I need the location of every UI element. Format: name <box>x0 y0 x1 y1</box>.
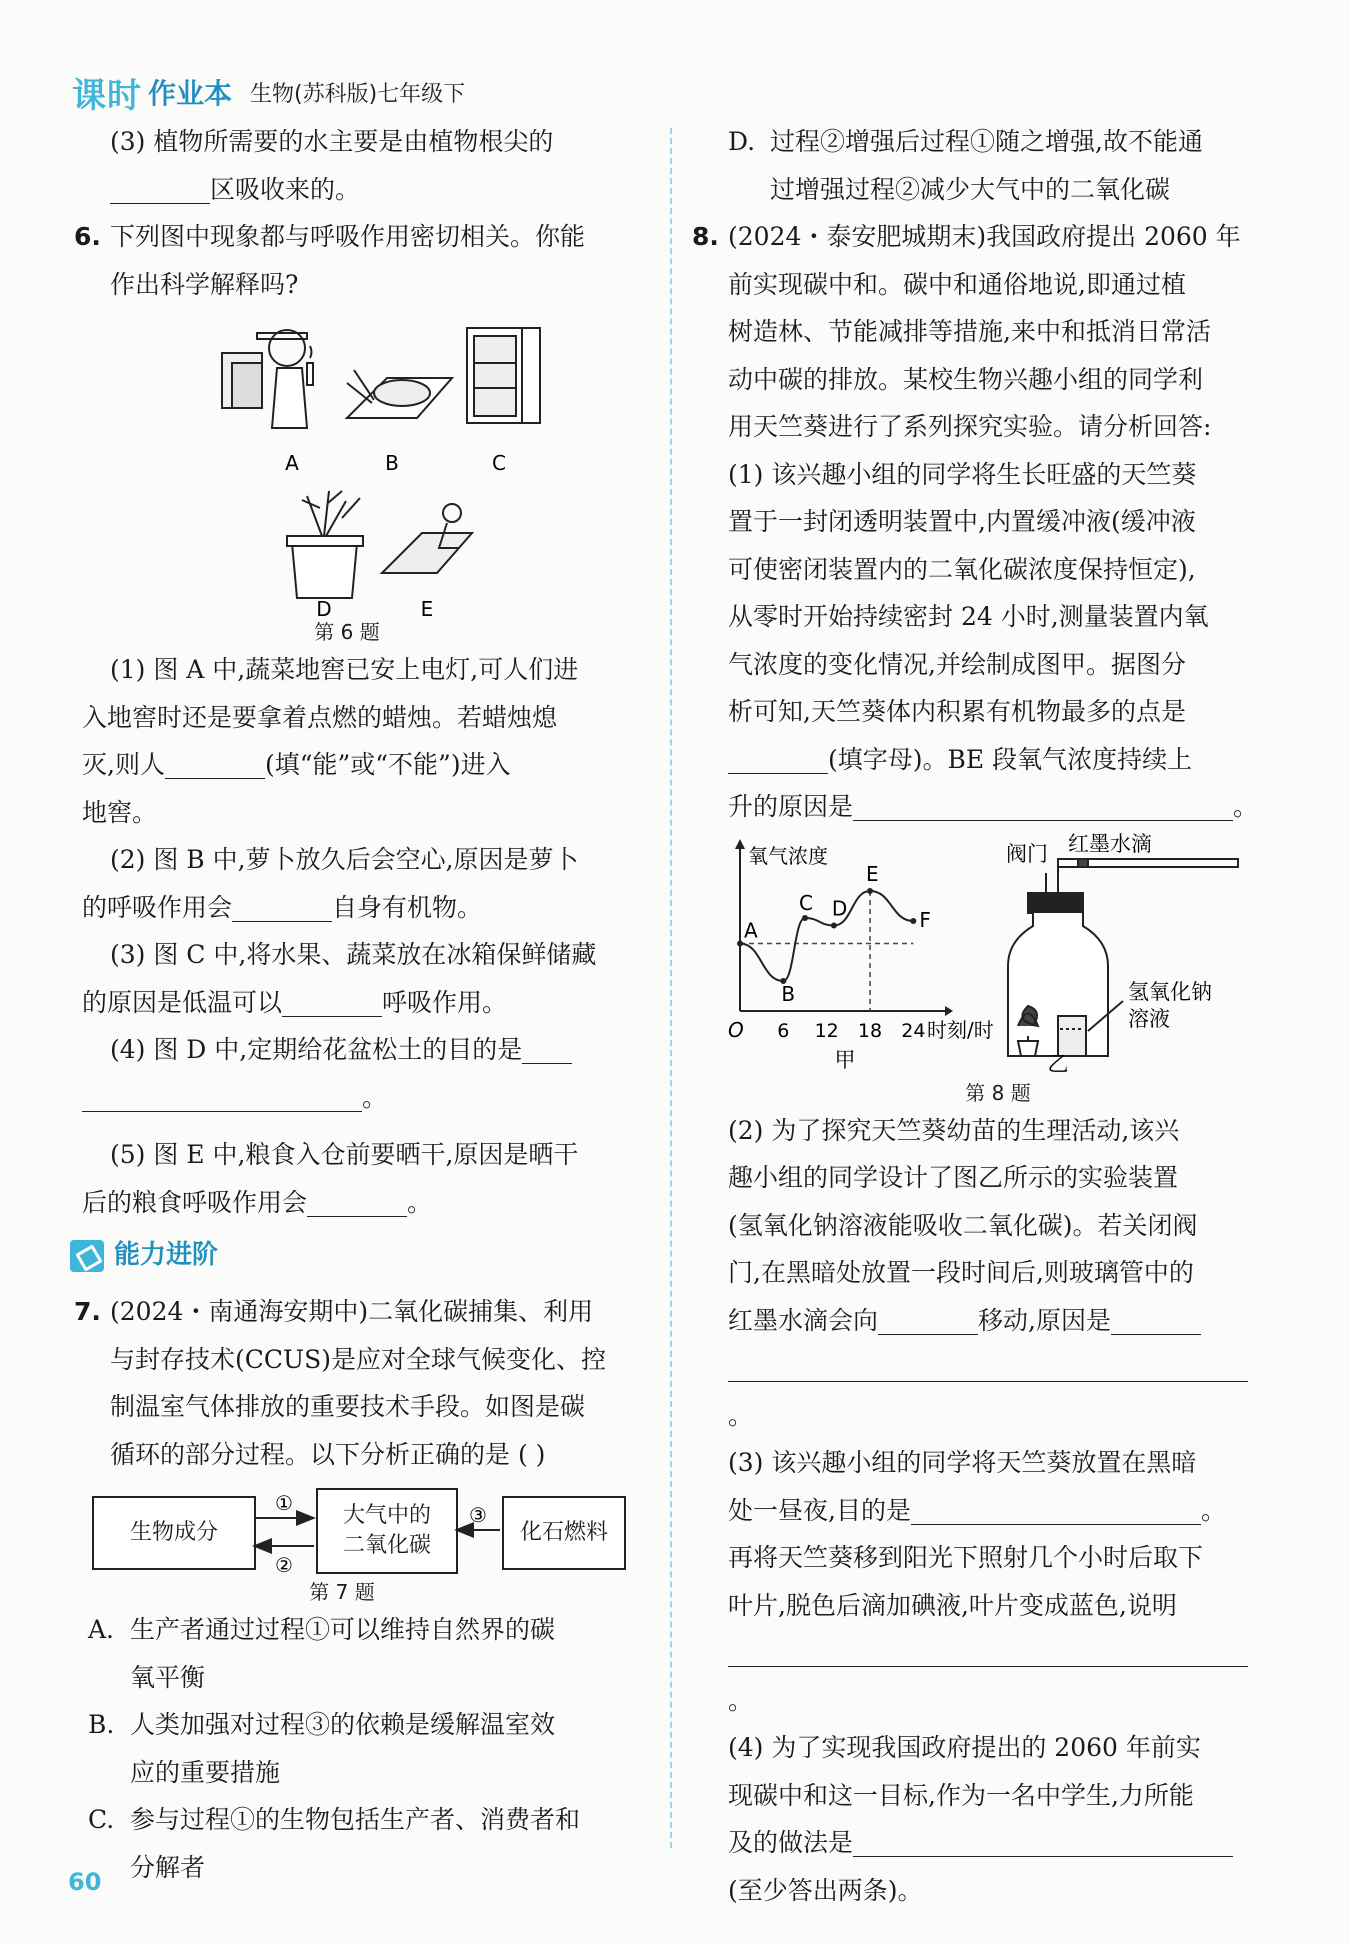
point-label-e: E <box>866 861 879 886</box>
option-text: 应的重要措施 <box>130 1757 281 1787</box>
label-solution: 溶液 <box>1128 1006 1170 1031</box>
naoh-container <box>1058 1016 1086 1056</box>
answer-blank[interactable] <box>522 1033 572 1064</box>
option-d[interactable] <box>728 118 1268 213</box>
option-text: 过增强过程②减少大气中的二氧化碳 <box>770 174 1171 204</box>
q8-2-line: 。 <box>728 1344 1268 1439</box>
figure-7-arrows <box>92 1488 632 1578</box>
option-label: A. <box>88 1615 115 1644</box>
question-stem: 用天竺葵进行了系列探究实验。请分析回答: <box>728 412 1212 441</box>
q8-2-line: 趣小组的同学设计了图乙所示的实验装置 <box>728 1163 1179 1192</box>
question-number: 8. <box>692 222 719 251</box>
q8-3-line: (3) 该兴趣小组的同学将天竺葵放置在黑暗 <box>728 1448 1197 1477</box>
pencil-icon <box>70 1240 104 1272</box>
answer-blank[interactable] <box>878 1304 978 1335</box>
q8-2-line: 红墨水滴会向 移动,原因是 <box>728 1297 1268 1345</box>
data-point-f <box>910 918 916 924</box>
red-ink-drop <box>1078 859 1088 867</box>
q8-2-line: (氢氧化钠溶液能吸收二氧化碳)。若关闭阀 <box>728 1210 1198 1240</box>
section-header <box>70 1232 642 1280</box>
question-number: 7. <box>74 1297 101 1326</box>
q8-1-line: 气浓度的变化情况,并绘制成图甲。据图分 <box>728 649 1186 679</box>
figure-8 <box>728 831 1268 1081</box>
brand-logo-part2: 作业本 <box>148 77 233 110</box>
figure-6a-illustration <box>222 330 313 428</box>
figure-6-label-d: D <box>316 597 332 621</box>
q8-4-line: 及的做法是 <box>728 1819 1268 1867</box>
q6-1-line: 灭,则人 (填“能”或“不能”)进入 <box>82 750 511 779</box>
q8-3-line: 处一昼夜,目的是 。 <box>728 1495 1226 1525</box>
option-text: 生产者通过过程①可以维持自然界的碳 <box>130 1615 556 1644</box>
question-number: 6. <box>74 222 101 251</box>
q8-1-line: (1) 该兴趣小组的同学将生长旺盛的天竺葵 <box>728 459 1197 489</box>
origin-label: O <box>728 1017 744 1042</box>
y-axis-arrow <box>735 839 745 849</box>
question-stem: 树造林、节能减排等措施,来中和抵消日常活 <box>728 317 1211 346</box>
oxygen-curve <box>740 891 913 981</box>
figure-7-carbon-cycle <box>92 1488 632 1578</box>
option-b[interactable] <box>88 1701 642 1796</box>
option-c[interactable] <box>88 1796 642 1891</box>
answer-blank[interactable] <box>728 743 828 774</box>
answer-blank[interactable] <box>1111 1304 1201 1335</box>
question-stem: (2024・泰安肥城期末)我国政府提出 2060 年 <box>728 222 1241 251</box>
question-stem: 作出科学解释吗? <box>110 269 299 299</box>
process-2-label: ② <box>275 1553 293 1577</box>
q6-1-line: 地窖。 <box>82 797 158 827</box>
figure-6-label-b: B <box>385 451 399 475</box>
q8-1-line: (填字母)。BE 段氧气浓度持续上 <box>728 736 1268 784</box>
right-column <box>692 118 1268 1914</box>
page-number: 60 <box>68 1868 102 1896</box>
q6-5-line: (5) 图 E 中,粮食入仓前要晒干,原因是晒干 <box>110 1140 579 1169</box>
answer-blank[interactable] <box>232 891 332 922</box>
point-label-a: A <box>744 918 758 942</box>
label-naoh: 氢氧化钠 <box>1128 979 1212 1004</box>
label-valve: 阀门 <box>1006 841 1048 866</box>
q8-1-line: 可使密闭装置内的二氧化碳浓度保持恒定), <box>728 554 1196 584</box>
point-label-f: F <box>919 907 931 932</box>
data-point-d <box>831 922 837 928</box>
process-1-label: ① <box>275 1491 293 1515</box>
box-biological-component: 生物成分 <box>92 1496 256 1570</box>
q6-3-line: 的原因是低温可以 呼吸作用。 <box>82 987 508 1017</box>
answer-blank[interactable] <box>911 1494 1201 1525</box>
brand-logo-part1: 课时 <box>72 75 142 116</box>
x-tick-label: 24 <box>901 1019 926 1042</box>
q8-3-line: 再将天竺葵移到阳光下照射几个小时后取下 <box>728 1543 1204 1572</box>
q8-3-line: 。 <box>728 1629 1268 1724</box>
label-red-ink-drop: 红墨水滴 <box>1068 831 1152 856</box>
q8-2-line: (2) 为了探究天竺葵幼苗的生理活动,该兴 <box>728 1115 1180 1145</box>
q5-3-line2: 区吸收来的。 <box>82 166 642 214</box>
x-axis-label: 时刻/时 <box>927 1017 994 1042</box>
process-3-label: ③ <box>469 1503 487 1527</box>
q8-4-line: (4) 为了实现我国政府提出的 2060 年前实 <box>728 1733 1201 1762</box>
q8-4-line: 现碳中和这一目标,作为一名中学生,力所能 <box>728 1780 1194 1810</box>
question-stem: (2024・南通海安期中)二氧化碳捕集、利用 <box>110 1297 594 1326</box>
answer-blank[interactable] <box>282 986 382 1017</box>
figure-6-label-c: C <box>492 451 506 475</box>
book-subtitle: 生物(苏科版)七年级下 <box>250 81 466 107</box>
figure-6 <box>82 308 642 621</box>
figure-8-caption: 第 8 题 <box>965 1080 1031 1105</box>
question-stem: 前实现碳中和。碳中和通俗地说,即通过植 <box>728 269 1186 299</box>
stopper <box>1028 893 1083 913</box>
q6-1-line: (1) 图 A 中,蔬菜地窖已安上电灯,可人们进 <box>110 655 579 684</box>
option-text: 过程②增强后过程①随之增强,故不能通 <box>770 127 1203 156</box>
figure-6d-illustration <box>287 491 363 598</box>
x-tick-label: 12 <box>814 1019 839 1042</box>
question-6 <box>74 213 642 308</box>
question-stem: 制温室气体排放的重要技术手段。如图是碳 <box>110 1392 586 1421</box>
option-label: B. <box>88 1710 115 1739</box>
figure-8-apparatus-yi <box>988 831 1248 1076</box>
q8-1-line: 从零时开始持续密封 24 小时,测量装置内氧 <box>728 602 1209 631</box>
q8-3-line: 叶片,脱色后滴加碘液,叶片变成蓝色,说明 <box>728 1590 1177 1620</box>
column-divider <box>670 128 672 1848</box>
figure-6-caption: 第 6 题 <box>314 620 380 644</box>
answer-blank[interactable] <box>110 173 210 204</box>
answer-blank[interactable] <box>853 1826 1233 1857</box>
option-text: 人类加强对过程③的依赖是缓解温室效 <box>130 1710 556 1739</box>
x-tick-label: 18 <box>857 1019 883 1042</box>
answer-blank[interactable] <box>165 748 265 779</box>
q8-1-line: 升的原因是 。 <box>728 792 1259 821</box>
question-stem: 循环的部分过程。以下分析正确的是 ( ) <box>110 1439 546 1469</box>
y-axis-label: 氧气浓度 <box>748 843 828 868</box>
option-text: 参与过程①的生物包括生产者、消费者和 <box>130 1805 581 1834</box>
question-7 <box>74 1288 642 1478</box>
figure-6-label-e: E <box>420 597 434 621</box>
q6-3-line: (3) 图 C 中,将水果、蔬菜放在冰箱保鲜储藏 <box>110 940 597 969</box>
option-text: 分解者 <box>130 1852 206 1882</box>
x-tick-label: 6 <box>777 1019 790 1042</box>
x-axis-arrow <box>945 1006 953 1016</box>
figure-8-label-jia: 甲 <box>834 1047 856 1072</box>
answer-blank[interactable] <box>728 1636 1248 1667</box>
box-atmospheric-co2: 大气中的 二氧化碳 <box>316 1488 458 1574</box>
header <box>72 70 465 114</box>
figure-6-label-a: A <box>285 451 299 475</box>
option-a[interactable] <box>88 1606 642 1701</box>
answer-blank[interactable] <box>728 1351 1248 1382</box>
q5-3-line: (3) 植物所需要的水主要是由植物根尖的 <box>110 127 554 156</box>
section-title: 能力进阶 <box>114 1240 219 1271</box>
data-point-a <box>737 940 743 946</box>
q6-4-line: (4) 图 D 中,定期给花盆松土的目的是 <box>82 1026 642 1074</box>
figure-6e-illustration <box>382 504 472 573</box>
figure-8-chart-jia <box>728 831 994 1072</box>
question-stem: 与封存技术(CCUS)是应对全球气候变化、控 <box>110 1344 606 1374</box>
point-label-d: D <box>831 896 848 920</box>
question-stem: 下列图中现象都与呼吸作用密切相关。你能 <box>110 222 586 251</box>
question-stem: 动中碳的排放。某校生物兴趣小组的同学利 <box>728 364 1204 394</box>
option-label: D. <box>728 127 756 156</box>
q6-2-line: (2) 图 B 中,萝卜放久后会空心,原因是萝卜 <box>110 845 579 874</box>
q6-5-line: 后的粮食呼吸作用会 。 <box>82 1187 433 1217</box>
q6-4-line: 。 <box>82 1074 642 1122</box>
answer-blank[interactable] <box>82 1081 362 1112</box>
figure-7-caption: 第 7 题 <box>309 1580 375 1604</box>
figure-6b-illustration <box>347 370 452 418</box>
data-point-c <box>802 915 808 921</box>
answer-blank[interactable] <box>853 790 1233 821</box>
question-8 <box>692 213 1268 261</box>
data-point-e <box>867 888 873 894</box>
q6-1-line: 入地窖时还是要拿着点燃的蜡烛。若蜡烛熄 <box>82 702 558 732</box>
q8-4-line: (至少答出两条)。 <box>728 1875 923 1905</box>
q6-2-line: 的呼吸作用会 自身有机物。 <box>82 892 483 922</box>
figure-6c-illustration <box>467 328 540 423</box>
answer-blank[interactable] <box>307 1186 407 1217</box>
figure-8-label-yi: 乙 <box>1047 1051 1069 1076</box>
point-label-c: C <box>799 890 813 915</box>
option-label: C. <box>88 1805 115 1834</box>
q8-1-line: 置于一封闭透明装置中,内置缓冲液(缓冲液 <box>728 507 1196 536</box>
point-label-b: B <box>781 981 796 1006</box>
q8-2-line: 门,在黑暗处放置一段时间后,则玻璃管中的 <box>728 1258 1194 1287</box>
option-text: 氧平衡 <box>130 1662 206 1692</box>
q8-1-line: 析可知,天竺葵体内积累有机物最多的点是 <box>728 697 1186 726</box>
box-fossil-fuel: 化石燃料 <box>502 1496 626 1570</box>
